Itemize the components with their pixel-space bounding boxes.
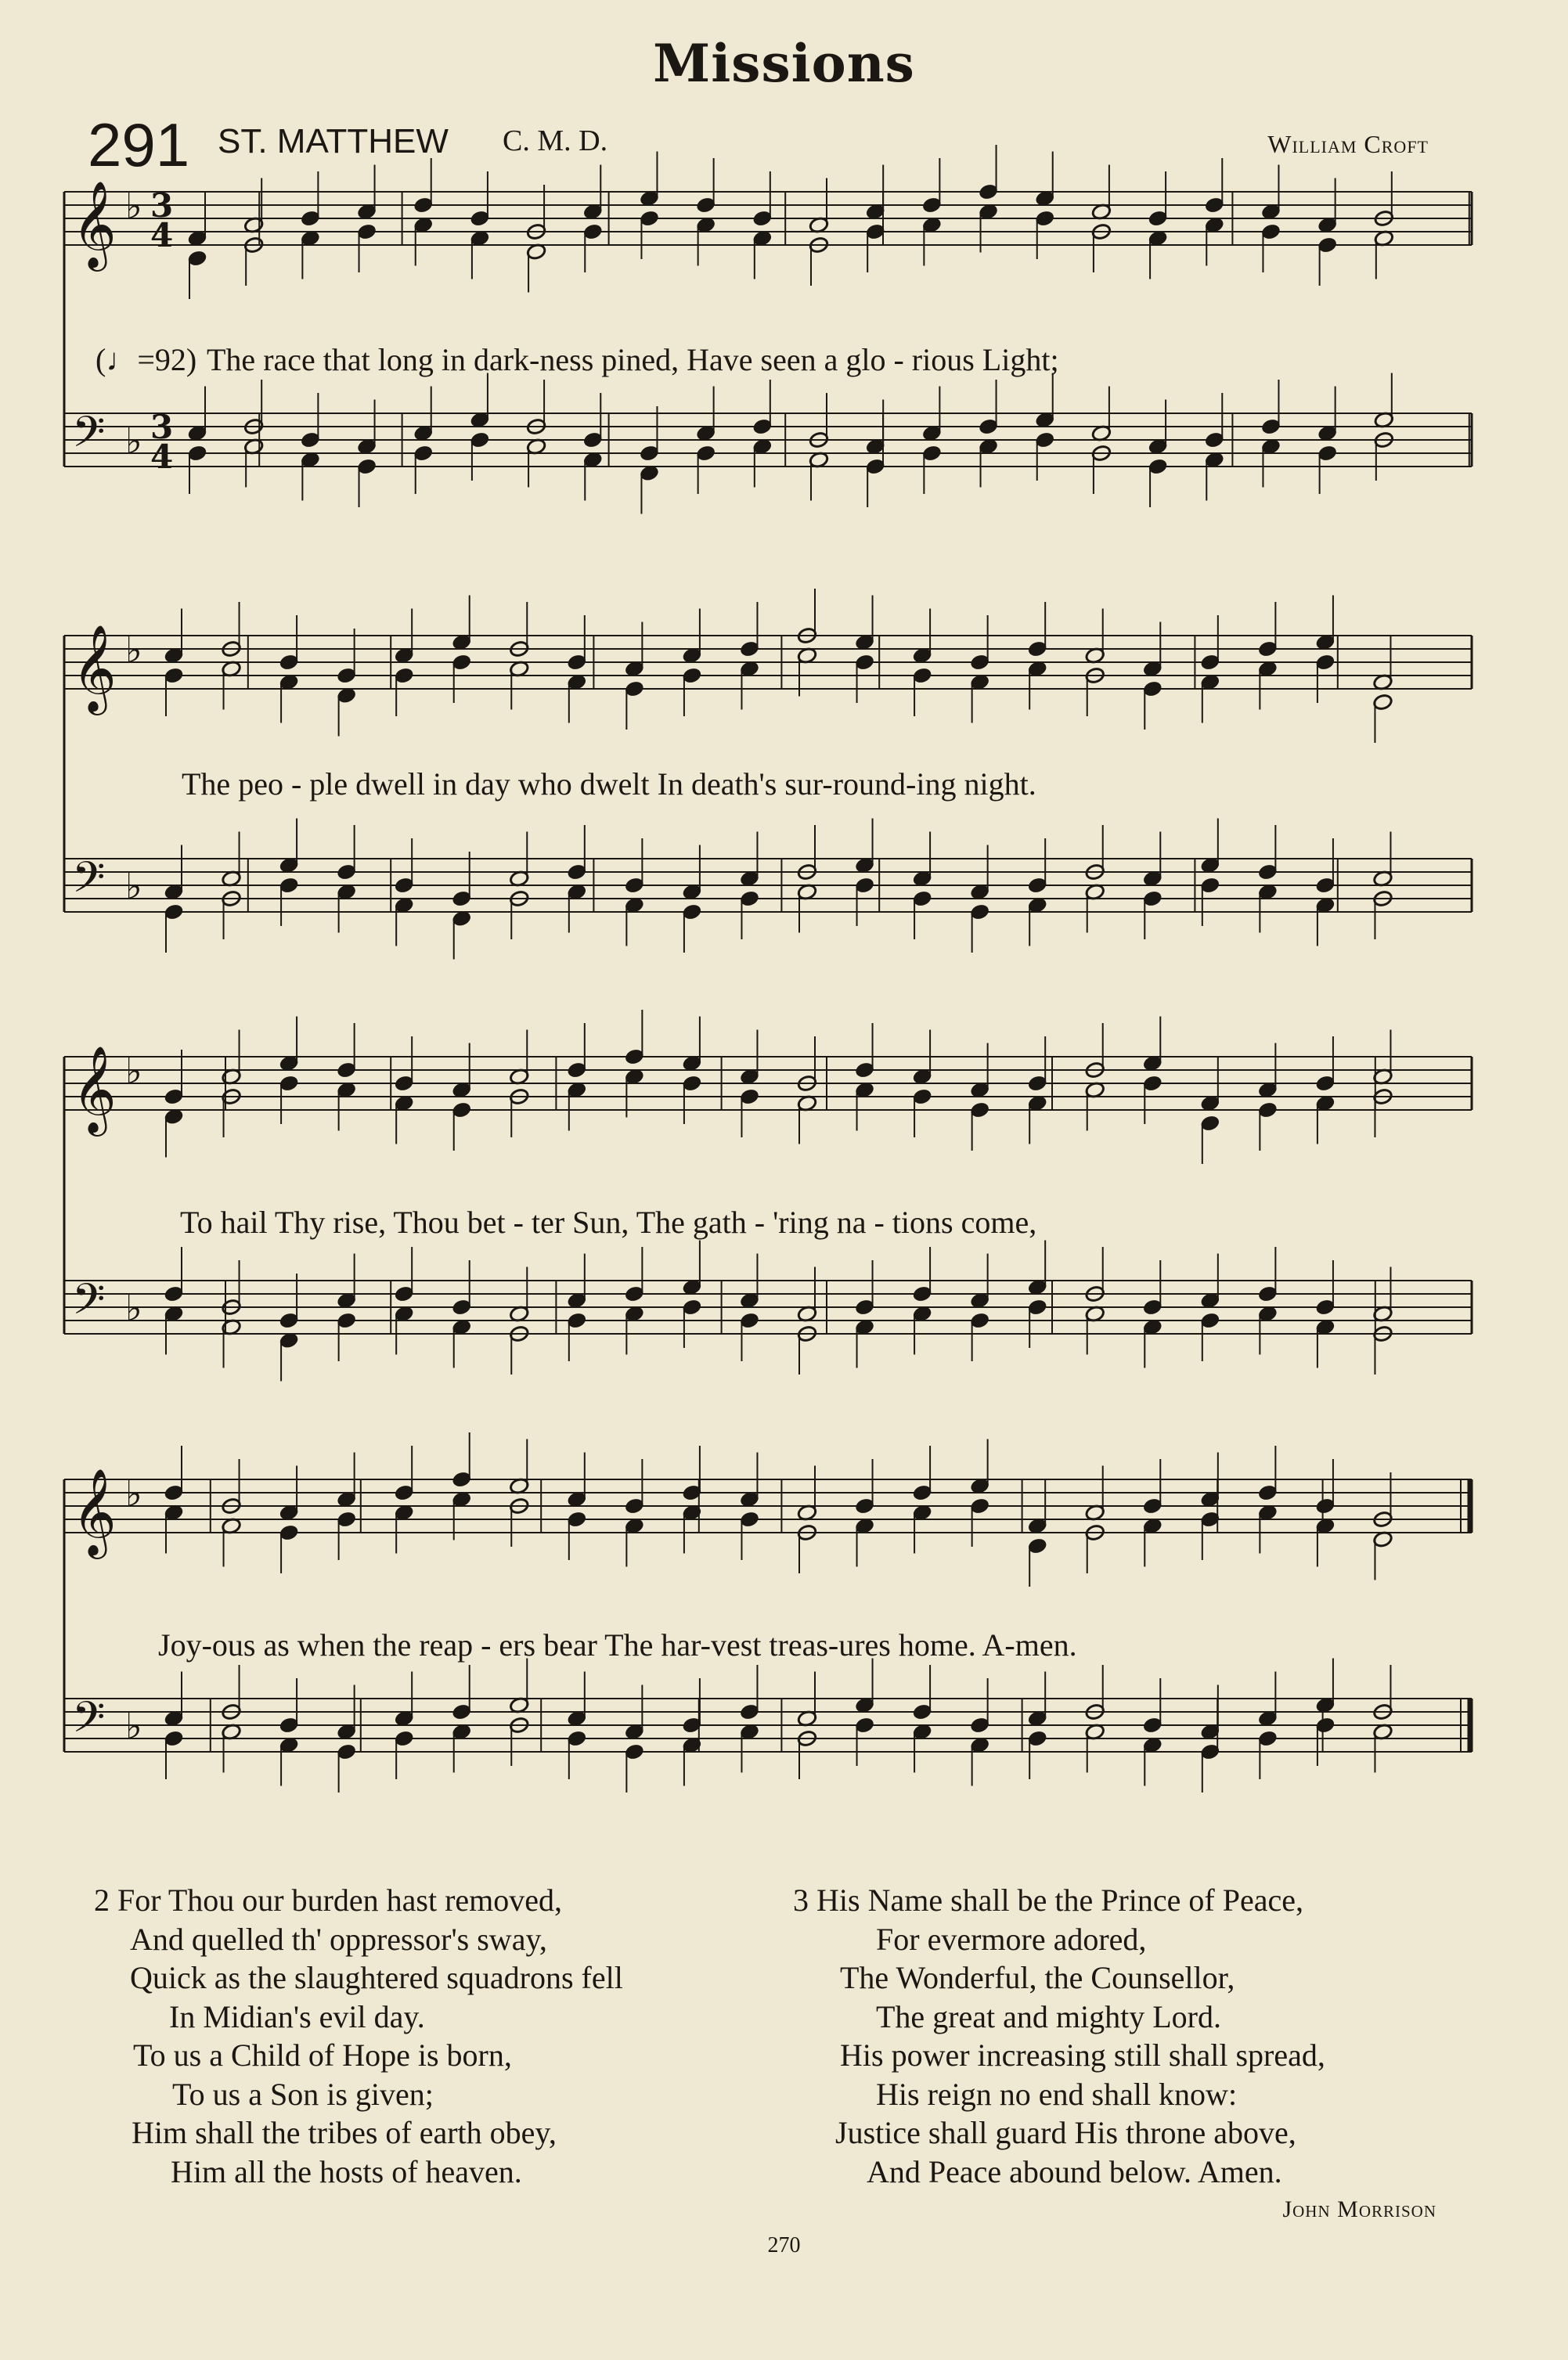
lyric-line-4: Joy-ous as when the reap - ers bear The har-vest treas-ures home. A-men. xyxy=(158,1627,1077,1663)
bass-clef: 𝄢 xyxy=(72,407,106,467)
verse-line: For Thou our burden hast removed, xyxy=(117,1883,563,1918)
treble-clef: 𝄞 xyxy=(72,624,117,712)
time-signature: 3 xyxy=(150,408,174,446)
flat-sign: ♭ xyxy=(125,629,142,671)
verse-line: And quelled th' oppressor's sway, xyxy=(130,1921,547,1957)
verse-line: His power increasing still shall spread, xyxy=(840,2038,1325,2073)
verse-number: 3 xyxy=(793,1883,809,1918)
verse-line: Justice shall guard His throne above, xyxy=(835,2115,1296,2150)
flat-sign: ♭ xyxy=(125,1287,142,1329)
treble-clef: 𝄞 xyxy=(72,180,117,268)
verse-line: Quick as the slaughtered squadrons fell xyxy=(130,1960,623,1995)
verse-line: Him all the hosts of heaven. xyxy=(171,2153,522,2189)
verse-line: The great and mighty Lord. xyxy=(876,1998,1221,2034)
time-signature: 3 xyxy=(150,186,174,225)
bass-clef: 𝄢 xyxy=(72,1692,106,1753)
section-title: Missions xyxy=(653,33,915,94)
author: John Morrison xyxy=(1282,2196,1436,2222)
verse-line: His Name shall be the Prince of Peace, xyxy=(816,1883,1304,1918)
flat-sign: ♭ xyxy=(125,185,142,227)
bass-clef: 𝄢 xyxy=(72,852,106,913)
verse-3 xyxy=(793,1881,1325,2191)
verse-line: Him shall the tribes of earth obey, xyxy=(132,2115,557,2150)
flat-sign: ♭ xyxy=(125,420,142,462)
page-number: 270 xyxy=(767,2233,801,2257)
time-signature: 4 xyxy=(150,216,174,254)
verse-2 xyxy=(94,1881,623,2191)
lyric-line-1: The race that long in dark-ness pined, Have seen a glo - rious Light; xyxy=(207,342,1059,377)
composer: William Croft xyxy=(1267,130,1429,158)
flat-sign: ♭ xyxy=(125,1050,142,1092)
verse-line: To us a Son is given; xyxy=(172,2076,434,2112)
lyric-line-3: To hail Thy rise, Thou bet - ter Sun, The gath - 'ring na - tions come, xyxy=(180,1205,1037,1240)
verse-line: For evermore adored, xyxy=(876,1921,1147,1957)
flat-sign: ♭ xyxy=(125,865,142,907)
time-signature: 4 xyxy=(150,438,174,476)
verse-line: The Wonderful, the Counsellor, xyxy=(840,1960,1235,1995)
hymn-number: 291 xyxy=(88,110,190,179)
lyric-line-2: The peo - ple dwell in day who dwelt In death's sur-round-ing night. xyxy=(182,766,1036,802)
treble-clef: 𝄞 xyxy=(72,1045,117,1133)
flat-sign: ♭ xyxy=(125,1705,142,1747)
verse-line: His reign no end shall know: xyxy=(876,2076,1238,2112)
meter: C. M. D. xyxy=(503,124,608,157)
verse-number: 2 xyxy=(94,1883,110,1918)
verse-line: In Midian's evil day. xyxy=(169,1998,425,2034)
verse-line: And Peace abound below. Amen. xyxy=(867,2153,1282,2189)
verse-line: To us a Child of Hope is born, xyxy=(133,2038,512,2073)
treble-clef: 𝄞 xyxy=(72,1468,117,1555)
flat-sign: ♭ xyxy=(125,1472,142,1515)
bass-clef: 𝄢 xyxy=(72,1274,106,1335)
tune-name: ST. MATTHEW xyxy=(218,122,449,160)
tempo-marking: (♩=92) xyxy=(96,342,197,377)
